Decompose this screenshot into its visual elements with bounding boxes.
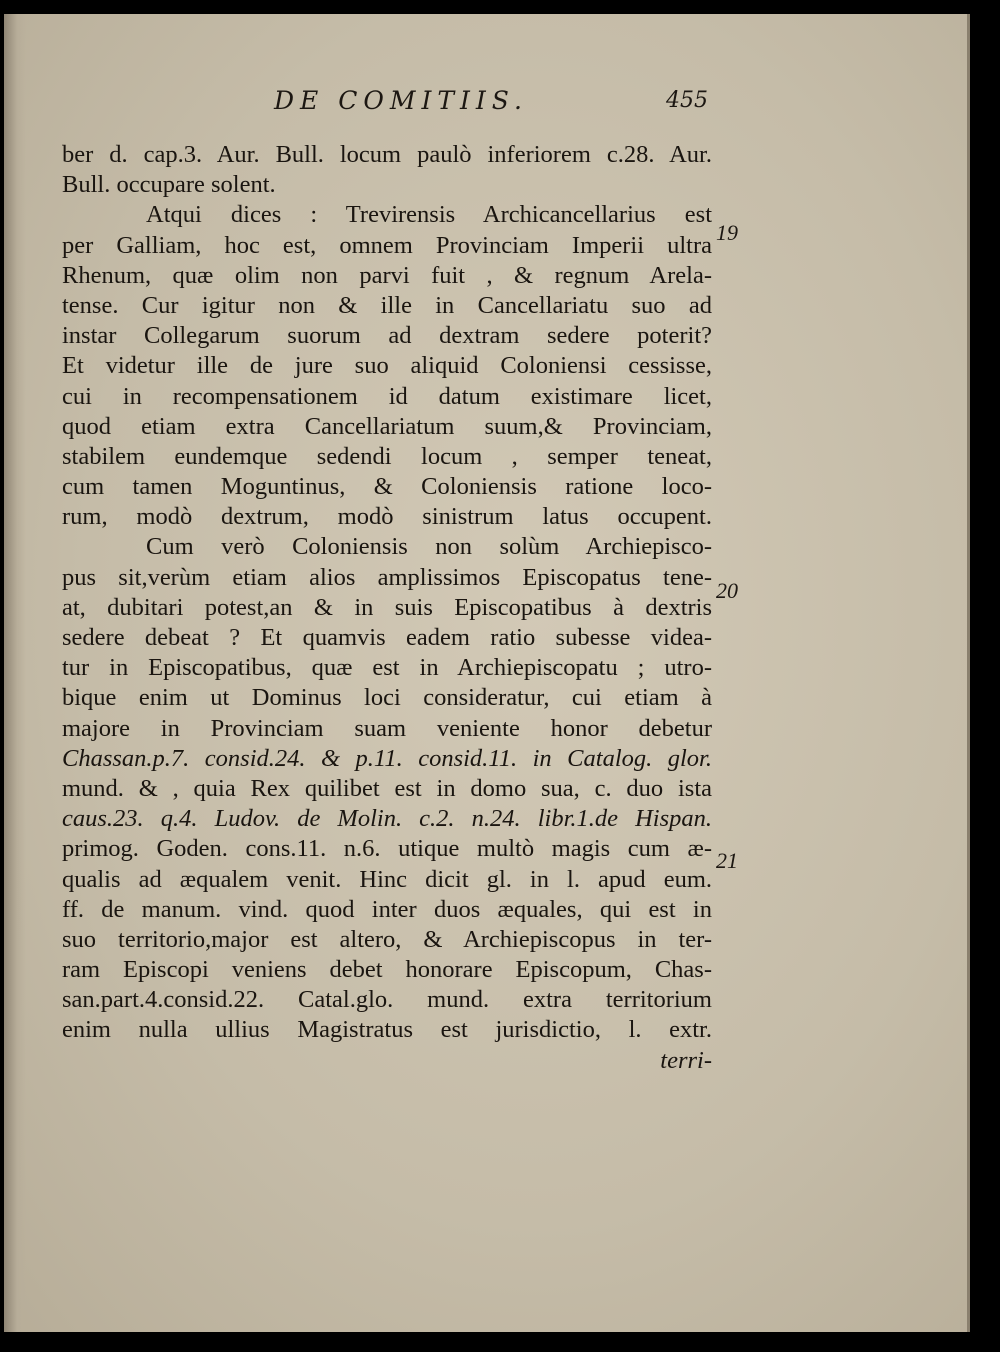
margin-number: 21	[716, 848, 738, 873]
book-page	[4, 14, 970, 1332]
catchword: terri-	[660, 1046, 712, 1074]
text-line: ram Episcopi veniens debet honorare Episcopum, Chas-	[62, 956, 712, 984]
text-line: Chassan.p.7. consid.24. & p.11. consid.11. in Catalog. glor.	[62, 744, 712, 772]
text-line: Rhenum, quæ olim non parvi fuit , & regnum Arela-	[62, 261, 712, 289]
text-line: majore in Provinciam suam veniente honor debetur	[62, 714, 712, 742]
text-line: cui in recompensationem id datum existimare licet,	[62, 382, 712, 410]
text-line: quod etiam extra Cancellariatum suum,& Provinciam,	[62, 412, 712, 440]
text-line: primog. Goden. cons.11. n.6. utique multò magis cum æ-	[62, 835, 712, 863]
text-line: bique enim ut Dominus loci consideratur, cui etiam à	[62, 684, 712, 712]
text-line: cum tamen Moguntinus, & Coloniensis ratione loco-	[62, 473, 712, 501]
text-line: tur in Episcopatibus, quæ est in Archiepiscopatu ; utro-	[62, 654, 712, 682]
text-line: Atqui dices : Trevirensis Archicancellarius est	[146, 201, 712, 229]
text-line: rum, modò dextrum, modò sinistrum latus occupent.	[62, 503, 712, 531]
text-line: Bull. occupare solent.	[62, 171, 276, 199]
text-line: pus sit,verùm etiam alios amplissimos Episcopatus tene-	[62, 563, 712, 591]
text-line: ber d. cap.3. Aur. Bull. locum paulò inferiorem c.28. Aur.	[62, 141, 712, 168]
text-line: stabilem eundemque sedendi locum , semper teneat,	[62, 442, 712, 470]
text-line: qualis ad æqualem venit. Hinc dicit gl. in l. apud eum.	[62, 865, 712, 893]
text-line: suo territorio,major est altero, & Archiepiscopus in ter-	[62, 925, 712, 953]
binding-shadow	[4, 14, 26, 1332]
margin-number: 19	[716, 220, 738, 245]
text-line: caus.23. q.4. Ludov. de Molin. c.2. n.24. libr.1.de Hispan.	[62, 805, 712, 833]
page-number: 455	[666, 88, 708, 113]
margin-number: 20	[716, 578, 738, 603]
text-line: sedere debeat ? Et quamvis eadem ratio subesse videa-	[62, 624, 712, 651]
text-line: mund. & , quia Rex quilibet est in domo sua, c. duo ista	[62, 774, 712, 802]
page-header	[4, 86, 970, 126]
text-line: tense. Cur igitur non & ille in Cancellariatu suo ad	[62, 291, 712, 319]
text-line: per Galliam, hoc est, omnem Provinciam Imperii ultra	[62, 231, 712, 259]
text-line: instar Collegarum suorum ad dextram sedere poterit?	[62, 322, 712, 350]
body-text	[62, 140, 712, 1076]
text-line: san.part.4.consid.22. Catal.glo. mund. extra territorium	[62, 986, 712, 1014]
page-edge	[967, 14, 970, 1332]
text-line: ff. de manum. vind. quod inter duos æquales, qui est in	[62, 895, 712, 923]
running-head: DE COMITIIS.	[274, 86, 528, 115]
text-line: Cum verò Coloniensis non solùm Archiepisco-	[146, 533, 712, 561]
text-line: Et videtur ille de jure suo aliquid Coloniensi cessisse,	[62, 352, 712, 380]
text-line: enim nulla ullius Magistratus est jurisdictio, l. extr.	[62, 1016, 712, 1044]
text-line: at, dubitari potest,an & in suis Episcopatibus à dextris	[62, 593, 712, 621]
